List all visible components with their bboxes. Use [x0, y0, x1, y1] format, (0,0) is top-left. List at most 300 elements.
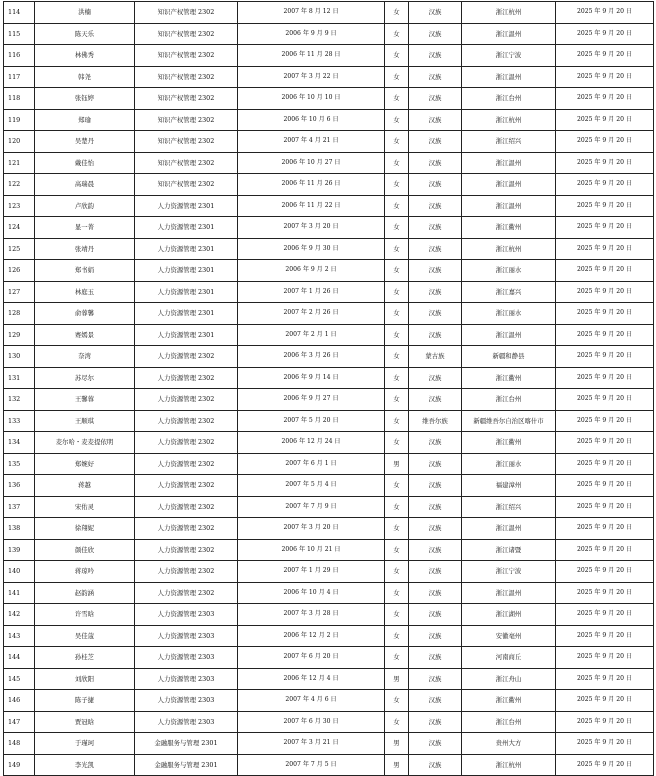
birth-date-cell: 2007 年 3 月 20 日	[238, 217, 385, 239]
birth-date-cell: 2006 年 10 月 21 日	[238, 539, 385, 561]
table-row	[4, 668, 654, 690]
hometown-cell: 浙江温州	[462, 152, 556, 174]
admission-date-cell: 2025 年 9 月 20 日	[556, 303, 654, 325]
hometown-cell: 浙江嘉兴	[462, 281, 556, 303]
gender-cell: 女	[385, 88, 409, 110]
class-name-cell: 人力资源管理 2302	[135, 453, 238, 475]
hometown-cell: 浙江舟山	[462, 668, 556, 690]
row-number-cell: 134	[4, 432, 35, 454]
gender-cell: 男	[385, 733, 409, 755]
admission-date-cell: 2025 年 9 月 20 日	[556, 518, 654, 540]
gender-cell: 女	[385, 324, 409, 346]
class-name-cell: 人力资源管理 2302	[135, 389, 238, 411]
class-name-cell: 人力资源管理 2301	[135, 238, 238, 260]
birth-date-cell: 2006 年 12 月 24 日	[238, 432, 385, 454]
admission-date-cell: 2025 年 9 月 20 日	[556, 131, 654, 153]
gender-cell: 男	[385, 668, 409, 690]
student-name-cell: 郑书娟	[35, 260, 135, 282]
hometown-cell: 浙江丽水	[462, 453, 556, 475]
ethnicity-cell: 汉族	[409, 711, 462, 733]
hometown-cell: 浙江温州	[462, 195, 556, 217]
student-name-cell: 苏尽尔	[35, 367, 135, 389]
gender-cell: 女	[385, 389, 409, 411]
admission-date-cell: 2025 年 9 月 20 日	[556, 260, 654, 282]
table-row	[4, 389, 654, 411]
class-name-cell: 人力资源管理 2301	[135, 195, 238, 217]
ethnicity-cell: 汉族	[409, 281, 462, 303]
row-number-cell: 131	[4, 367, 35, 389]
student-name-cell: 麦尔哈・麦麦提依明	[35, 432, 135, 454]
table-row	[4, 238, 654, 260]
ethnicity-cell: 汉族	[409, 539, 462, 561]
student-name-cell: 郑瑜	[35, 109, 135, 131]
birth-date-cell: 2006 年 12 月 2 日	[238, 625, 385, 647]
admission-date-cell: 2025 年 9 月 20 日	[556, 432, 654, 454]
ethnicity-cell: 汉族	[409, 668, 462, 690]
birth-date-cell: 2007 年 6 月 30 日	[238, 711, 385, 733]
student-name-cell: 显一菁	[35, 217, 135, 239]
birth-date-cell: 2007 年 3 月 21 日	[238, 733, 385, 755]
gender-cell: 女	[385, 23, 409, 45]
ethnicity-cell: 汉族	[409, 152, 462, 174]
student-name-cell: 蒋越	[35, 475, 135, 497]
table-row	[4, 582, 654, 604]
ethnicity-cell: 汉族	[409, 131, 462, 153]
admission-date-cell: 2025 年 9 月 20 日	[556, 281, 654, 303]
ethnicity-cell: 汉族	[409, 195, 462, 217]
table-row	[4, 346, 654, 368]
class-name-cell: 知识产权管理 2302	[135, 88, 238, 110]
birth-date-cell: 2007 年 5 月 20 日	[238, 410, 385, 432]
hometown-cell: 浙江绍兴	[462, 131, 556, 153]
class-name-cell: 知识产权管理 2302	[135, 109, 238, 131]
gender-cell: 女	[385, 518, 409, 540]
admission-date-cell: 2025 年 9 月 20 日	[556, 647, 654, 669]
row-number-cell: 139	[4, 539, 35, 561]
table-row	[4, 432, 654, 454]
row-number-cell: 126	[4, 260, 35, 282]
admission-date-cell: 2025 年 9 月 20 日	[556, 625, 654, 647]
admission-date-cell: 2025 年 9 月 20 日	[556, 2, 654, 24]
class-name-cell: 人力资源管理 2303	[135, 668, 238, 690]
birth-date-cell: 2006 年 11 月 26 日	[238, 174, 385, 196]
gender-cell: 女	[385, 711, 409, 733]
row-number-cell: 128	[4, 303, 35, 325]
class-name-cell: 人力资源管理 2302	[135, 518, 238, 540]
ethnicity-cell: 汉族	[409, 582, 462, 604]
gender-cell: 女	[385, 303, 409, 325]
gender-cell: 女	[385, 281, 409, 303]
birth-date-cell: 2007 年 2 月 1 日	[238, 324, 385, 346]
hometown-cell: 浙江杭州	[462, 2, 556, 24]
student-name-cell: 林庭玉	[35, 281, 135, 303]
table-row	[4, 496, 654, 518]
class-name-cell: 人力资源管理 2303	[135, 604, 238, 626]
hometown-cell: 浙江温州	[462, 582, 556, 604]
row-number-cell: 135	[4, 453, 35, 475]
admission-date-cell: 2025 年 9 月 20 日	[556, 66, 654, 88]
admission-date-cell: 2025 年 9 月 20 日	[556, 604, 654, 626]
class-name-cell: 知识产权管理 2302	[135, 45, 238, 67]
birth-date-cell: 2007 年 6 月 20 日	[238, 647, 385, 669]
table-row	[4, 303, 654, 325]
admission-date-cell: 2025 年 9 月 20 日	[556, 475, 654, 497]
ethnicity-cell: 汉族	[409, 66, 462, 88]
row-number-cell: 143	[4, 625, 35, 647]
row-number-cell: 147	[4, 711, 35, 733]
birth-date-cell: 2006 年 12 月 4 日	[238, 668, 385, 690]
student-name-cell: 李光凯	[35, 754, 135, 776]
birth-date-cell: 2007 年 3 月 28 日	[238, 604, 385, 626]
hometown-cell: 浙江丽水	[462, 303, 556, 325]
table-row	[4, 733, 654, 755]
row-number-cell: 121	[4, 152, 35, 174]
hometown-cell: 浙江台州	[462, 711, 556, 733]
hometown-cell: 浙江衢州	[462, 432, 556, 454]
gender-cell: 女	[385, 131, 409, 153]
hometown-cell: 浙江衢州	[462, 690, 556, 712]
admission-date-cell: 2025 年 9 月 20 日	[556, 496, 654, 518]
ethnicity-cell: 汉族	[409, 389, 462, 411]
student-name-cell: 吴楚丹	[35, 131, 135, 153]
class-name-cell: 人力资源管理 2302	[135, 432, 238, 454]
student-name-cell: 奈湾	[35, 346, 135, 368]
hometown-cell: 浙江温州	[462, 518, 556, 540]
class-name-cell: 人力资源管理 2301	[135, 260, 238, 282]
birth-date-cell: 2006 年 10 月 10 日	[238, 88, 385, 110]
hometown-cell: 浙江诸暨	[462, 539, 556, 561]
table-row	[4, 711, 654, 733]
table-row	[4, 88, 654, 110]
ethnicity-cell: 汉族	[409, 174, 462, 196]
student-name-cell: 王顺琪	[35, 410, 135, 432]
student-name-cell: 于瑾珂	[35, 733, 135, 755]
student-name-cell: 陈天乐	[35, 23, 135, 45]
admission-date-cell: 2025 年 9 月 20 日	[556, 217, 654, 239]
student-roster-table	[3, 1, 654, 776]
birth-date-cell: 2007 年 4 月 6 日	[238, 690, 385, 712]
student-name-cell: 韩尧	[35, 66, 135, 88]
birth-date-cell: 2006 年 9 月 27 日	[238, 389, 385, 411]
row-number-cell: 115	[4, 23, 35, 45]
gender-cell: 女	[385, 2, 409, 24]
birth-date-cell: 2006 年 10 月 6 日	[238, 109, 385, 131]
table-row	[4, 109, 654, 131]
table-row	[4, 518, 654, 540]
ethnicity-cell: 汉族	[409, 496, 462, 518]
hometown-cell: 浙江温州	[462, 174, 556, 196]
ethnicity-cell: 汉族	[409, 475, 462, 497]
student-name-cell: 高瑞晨	[35, 174, 135, 196]
gender-cell: 女	[385, 346, 409, 368]
ethnicity-cell: 汉族	[409, 303, 462, 325]
gender-cell: 男	[385, 453, 409, 475]
hometown-cell: 浙江温州	[462, 66, 556, 88]
row-number-cell: 140	[4, 561, 35, 583]
row-number-cell: 116	[4, 45, 35, 67]
birth-date-cell: 2007 年 3 月 22 日	[238, 66, 385, 88]
student-name-cell: 蒋琼吟	[35, 561, 135, 583]
gender-cell: 女	[385, 152, 409, 174]
class-name-cell: 人力资源管理 2302	[135, 475, 238, 497]
hometown-cell: 福建漳州	[462, 475, 556, 497]
gender-cell: 女	[385, 410, 409, 432]
ethnicity-cell: 汉族	[409, 324, 462, 346]
admission-date-cell: 2025 年 9 月 20 日	[556, 238, 654, 260]
class-name-cell: 人力资源管理 2303	[135, 690, 238, 712]
class-name-cell: 金融服务与管理 2301	[135, 754, 238, 776]
student-name-cell: 洪楠	[35, 2, 135, 24]
table-row	[4, 561, 654, 583]
table-row	[4, 2, 654, 24]
student-name-cell: 徐翔妮	[35, 518, 135, 540]
admission-date-cell: 2025 年 9 月 20 日	[556, 754, 654, 776]
hometown-cell: 贵州大方	[462, 733, 556, 755]
row-number-cell: 144	[4, 647, 35, 669]
ethnicity-cell: 维吾尔族	[409, 410, 462, 432]
student-name-cell: 宋佑灵	[35, 496, 135, 518]
student-name-cell: 林佛秀	[35, 45, 135, 67]
class-name-cell: 人力资源管理 2302	[135, 346, 238, 368]
class-name-cell: 人力资源管理 2302	[135, 496, 238, 518]
class-name-cell: 人力资源管理 2303	[135, 711, 238, 733]
ethnicity-cell: 汉族	[409, 625, 462, 647]
table-row	[4, 45, 654, 67]
ethnicity-cell: 汉族	[409, 45, 462, 67]
row-number-cell: 141	[4, 582, 35, 604]
row-number-cell: 127	[4, 281, 35, 303]
birth-date-cell: 2007 年 1 月 26 日	[238, 281, 385, 303]
row-number-cell: 119	[4, 109, 35, 131]
admission-date-cell: 2025 年 9 月 20 日	[556, 389, 654, 411]
hometown-cell: 浙江衢州	[462, 217, 556, 239]
gender-cell: 女	[385, 582, 409, 604]
gender-cell: 女	[385, 217, 409, 239]
gender-cell: 女	[385, 45, 409, 67]
admission-date-cell: 2025 年 9 月 20 日	[556, 109, 654, 131]
table-row	[4, 647, 654, 669]
student-name-cell: 郑婉好	[35, 453, 135, 475]
table-row	[4, 410, 654, 432]
birth-date-cell: 2006 年 10 月 27 日	[238, 152, 385, 174]
ethnicity-cell: 汉族	[409, 647, 462, 669]
birth-date-cell: 2007 年 4 月 21 日	[238, 131, 385, 153]
admission-date-cell: 2025 年 9 月 20 日	[556, 539, 654, 561]
row-number-cell: 142	[4, 604, 35, 626]
student-name-cell: 赵韵涵	[35, 582, 135, 604]
table-row	[4, 260, 654, 282]
birth-date-cell: 2007 年 7 月 5 日	[238, 754, 385, 776]
ethnicity-cell: 汉族	[409, 754, 462, 776]
student-name-cell: 俞蓉馨	[35, 303, 135, 325]
student-name-cell: 贾冠晗	[35, 711, 135, 733]
row-number-cell: 114	[4, 2, 35, 24]
student-name-cell: 许雪晗	[35, 604, 135, 626]
student-name-cell: 颜佳欣	[35, 539, 135, 561]
admission-date-cell: 2025 年 9 月 20 日	[556, 367, 654, 389]
table-row	[4, 217, 654, 239]
hometown-cell: 浙江杭州	[462, 238, 556, 260]
birth-date-cell: 2006 年 9 月 30 日	[238, 238, 385, 260]
ethnicity-cell: 汉族	[409, 260, 462, 282]
gender-cell: 女	[385, 475, 409, 497]
admission-date-cell: 2025 年 9 月 20 日	[556, 346, 654, 368]
admission-date-cell: 2025 年 9 月 20 日	[556, 668, 654, 690]
admission-date-cell: 2025 年 9 月 20 日	[556, 88, 654, 110]
class-name-cell: 知识产权管理 2302	[135, 66, 238, 88]
class-name-cell: 人力资源管理 2301	[135, 324, 238, 346]
hometown-cell: 浙江杭州	[462, 109, 556, 131]
table-row	[4, 539, 654, 561]
ethnicity-cell: 汉族	[409, 453, 462, 475]
row-number-cell: 138	[4, 518, 35, 540]
admission-date-cell: 2025 年 9 月 20 日	[556, 582, 654, 604]
admission-date-cell: 2025 年 9 月 20 日	[556, 45, 654, 67]
hometown-cell: 浙江丽水	[462, 260, 556, 282]
class-name-cell: 知识产权管理 2302	[135, 152, 238, 174]
hometown-cell: 浙江台州	[462, 389, 556, 411]
row-number-cell: 129	[4, 324, 35, 346]
class-name-cell: 人力资源管理 2301	[135, 217, 238, 239]
table-row	[4, 604, 654, 626]
class-name-cell: 知识产权管理 2302	[135, 131, 238, 153]
table-row	[4, 131, 654, 153]
ethnicity-cell: 汉族	[409, 217, 462, 239]
birth-date-cell: 2007 年 5 月 4 日	[238, 475, 385, 497]
gender-cell: 女	[385, 604, 409, 626]
birth-date-cell: 2007 年 7 月 9 日	[238, 496, 385, 518]
hometown-cell: 浙江宁波	[462, 45, 556, 67]
student-name-cell: 赛嫣景	[35, 324, 135, 346]
row-number-cell: 148	[4, 733, 35, 755]
table-row	[4, 66, 654, 88]
ethnicity-cell: 汉族	[409, 367, 462, 389]
table-row	[4, 754, 654, 776]
birth-date-cell: 2007 年 2 月 26 日	[238, 303, 385, 325]
ethnicity-cell: 汉族	[409, 2, 462, 24]
row-number-cell: 145	[4, 668, 35, 690]
admission-date-cell: 2025 年 9 月 20 日	[556, 195, 654, 217]
table-row	[4, 324, 654, 346]
roster-body	[4, 2, 654, 776]
gender-cell: 女	[385, 174, 409, 196]
class-name-cell: 人力资源管理 2303	[135, 647, 238, 669]
class-name-cell: 人力资源管理 2302	[135, 410, 238, 432]
admission-date-cell: 2025 年 9 月 20 日	[556, 23, 654, 45]
birth-date-cell: 2007 年 6 月 1 日	[238, 453, 385, 475]
row-number-cell: 133	[4, 410, 35, 432]
table-row	[4, 475, 654, 497]
gender-cell: 女	[385, 66, 409, 88]
admission-date-cell: 2025 年 9 月 20 日	[556, 453, 654, 475]
class-name-cell: 人力资源管理 2302	[135, 561, 238, 583]
student-name-cell: 陈子捷	[35, 690, 135, 712]
hometown-cell: 新疆和静县	[462, 346, 556, 368]
ethnicity-cell: 汉族	[409, 432, 462, 454]
row-number-cell: 146	[4, 690, 35, 712]
row-number-cell: 124	[4, 217, 35, 239]
gender-cell: 女	[385, 195, 409, 217]
hometown-cell: 新疆维吾尔自治区喀什市	[462, 410, 556, 432]
ethnicity-cell: 蒙古族	[409, 346, 462, 368]
table-row	[4, 152, 654, 174]
student-name-cell: 卢欣韵	[35, 195, 135, 217]
admission-date-cell: 2025 年 9 月 20 日	[556, 152, 654, 174]
gender-cell: 女	[385, 539, 409, 561]
gender-cell: 男	[385, 754, 409, 776]
birth-date-cell: 2007 年 3 月 20 日	[238, 518, 385, 540]
student-name-cell: 戴佳怡	[35, 152, 135, 174]
gender-cell: 女	[385, 496, 409, 518]
gender-cell: 女	[385, 432, 409, 454]
ethnicity-cell: 汉族	[409, 518, 462, 540]
table-row	[4, 195, 654, 217]
row-number-cell: 123	[4, 195, 35, 217]
row-number-cell: 120	[4, 131, 35, 153]
ethnicity-cell: 汉族	[409, 109, 462, 131]
hometown-cell: 浙江温州	[462, 324, 556, 346]
row-number-cell: 149	[4, 754, 35, 776]
hometown-cell: 浙江杭州	[462, 754, 556, 776]
hometown-cell: 浙江宁波	[462, 561, 556, 583]
birth-date-cell: 2006 年 11 月 22 日	[238, 195, 385, 217]
student-name-cell: 刘欣阳	[35, 668, 135, 690]
admission-date-cell: 2025 年 9 月 20 日	[556, 410, 654, 432]
admission-date-cell: 2025 年 9 月 20 日	[556, 690, 654, 712]
table-row	[4, 174, 654, 196]
hometown-cell: 浙江衢州	[462, 367, 556, 389]
hometown-cell: 浙江湖州	[462, 604, 556, 626]
table-row	[4, 453, 654, 475]
gender-cell: 女	[385, 647, 409, 669]
ethnicity-cell: 汉族	[409, 23, 462, 45]
row-number-cell: 117	[4, 66, 35, 88]
birth-date-cell: 2006 年 11 月 28 日	[238, 45, 385, 67]
row-number-cell: 130	[4, 346, 35, 368]
row-number-cell: 118	[4, 88, 35, 110]
table-row	[4, 690, 654, 712]
ethnicity-cell: 汉族	[409, 561, 462, 583]
hometown-cell: 河南商丘	[462, 647, 556, 669]
gender-cell: 女	[385, 260, 409, 282]
birth-date-cell: 2006 年 9 月 14 日	[238, 367, 385, 389]
class-name-cell: 人力资源管理 2302	[135, 539, 238, 561]
admission-date-cell: 2025 年 9 月 20 日	[556, 561, 654, 583]
table-row	[4, 367, 654, 389]
class-name-cell: 人力资源管理 2302	[135, 582, 238, 604]
row-number-cell: 132	[4, 389, 35, 411]
row-number-cell: 137	[4, 496, 35, 518]
hometown-cell: 浙江绍兴	[462, 496, 556, 518]
ethnicity-cell: 汉族	[409, 604, 462, 626]
student-name-cell: 王馨蓉	[35, 389, 135, 411]
ethnicity-cell: 汉族	[409, 88, 462, 110]
student-name-cell: 张靖丹	[35, 238, 135, 260]
admission-date-cell: 2025 年 9 月 20 日	[556, 711, 654, 733]
ethnicity-cell: 汉族	[409, 690, 462, 712]
birth-date-cell: 2006 年 10 月 4 日	[238, 582, 385, 604]
table-row	[4, 23, 654, 45]
student-name-cell: 张钰婷	[35, 88, 135, 110]
hometown-cell: 浙江台州	[462, 88, 556, 110]
birth-date-cell: 2006 年 3 月 26 日	[238, 346, 385, 368]
class-name-cell: 人力资源管理 2301	[135, 303, 238, 325]
gender-cell: 女	[385, 690, 409, 712]
birth-date-cell: 2006 年 9 月 2 日	[238, 260, 385, 282]
admission-date-cell: 2025 年 9 月 20 日	[556, 324, 654, 346]
class-name-cell: 金融服务与管理 2301	[135, 733, 238, 755]
birth-date-cell: 2007 年 1 月 29 日	[238, 561, 385, 583]
